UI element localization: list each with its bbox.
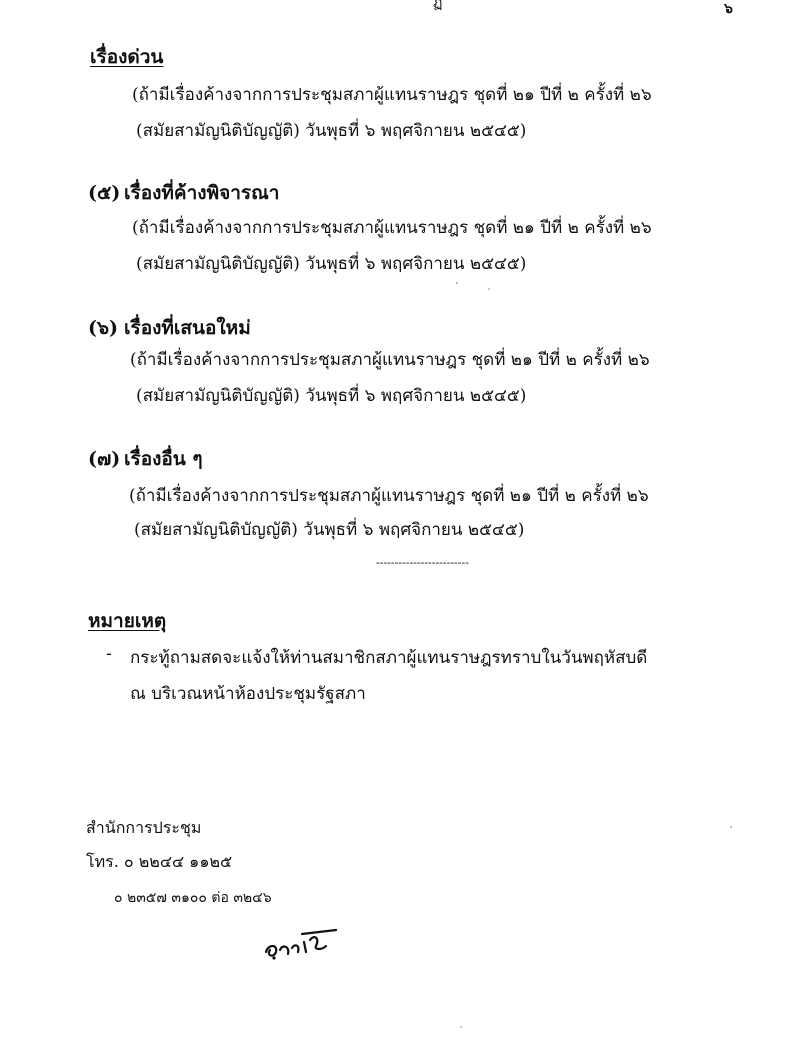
remarks-bullet: - — [106, 644, 112, 664]
section-5-title: เรื่องที่ค้างพิจารณา — [124, 182, 280, 204]
remarks-line-1: กระทู้ถามสดจะแจ้งให้ท่านสมาชิกสภาผู้แทนราษฎรทราบในวันพฤหัสบดี — [130, 648, 648, 668]
section-5-line-1: (ถ้ามีเรื่องค้างจากการประชุมสภาผู้แทนราษฎร ชุดที่ ๒๑ ปีที่ ๒ ครั้งที่ ๒๖ — [132, 218, 652, 238]
scan-speck — [456, 282, 458, 284]
urgent-line-2: (สมัยสามัญนิติบัญญัติ) วันพุธที่ ๖ พฤศจิกายน ๒๕๔๕) — [136, 121, 527, 141]
section-7-title: เรื่องอื่น ๆ — [124, 448, 203, 470]
section-7-number: (๗) — [88, 448, 121, 470]
page-corner-mark: ๖ — [724, 1, 733, 17]
scan-speck — [730, 826, 732, 828]
urgent-heading: เรื่องด่วน — [90, 46, 164, 68]
footer-office: สำนักการประชุม — [86, 818, 202, 837]
separator-dashes: ------------------------- — [376, 556, 469, 569]
page-top-mark: ฏ — [433, 0, 443, 11]
section-7-line-1: (ถ้ามีเรื่องค้างจากการประชุมสภาผู้แทนราษฎร ชุดที่ ๒๑ ปีที่ ๒ ครั้งที่ ๒๖ — [129, 486, 649, 506]
urgent-line-1: (ถ้ามีเรื่องค้างจากการประชุมสภาผู้แทนราษฎร ชุดที่ ๒๑ ปีที่ ๒ ครั้งที่ ๒๖ — [132, 85, 652, 105]
section-6-line-1: (ถ้ามีเรื่องค้างจากการประชุมสภาผู้แทนราษฎร ชุดที่ ๒๑ ปีที่ ๒ ครั้งที่ ๒๖ — [130, 350, 650, 370]
footer-phone-2: ๐ ๒๓๕๗ ๓๑๐๐ ต่อ ๓๒๔๖ — [114, 890, 272, 906]
scan-speck — [460, 1026, 462, 1028]
section-5-line-2: (สมัยสามัญนิติบัญญัติ) วันพุธที่ ๖ พฤศจิกายน ๒๕๔๕) — [136, 254, 527, 274]
section-6-line-2: (สมัยสามัญนิติบัญญัติ) วันพุธที่ ๖ พฤศจิกายน ๒๕๔๕) — [136, 386, 527, 406]
remarks-heading: หมายเหตุ — [88, 610, 167, 632]
section-6-title: เรื่องที่เสนอใหม่ — [124, 317, 251, 339]
scan-speck — [488, 288, 490, 290]
remarks-line-2: ณ บริเวณหน้าห้องประชุมรัฐสภา — [130, 684, 366, 704]
signature-mark — [262, 928, 342, 964]
section-7-line-2: (สมัยสามัญนิติบัญญัติ) วันพุธที่ ๖ พฤศจิกายน ๒๕๔๕) — [134, 520, 525, 540]
footer-phone-1: โทร. ๐ ๒๒๔๔ ๑๑๒๕ — [86, 852, 233, 871]
section-6-number: (๖) — [88, 317, 119, 339]
section-5-number: (๕) — [88, 182, 121, 204]
